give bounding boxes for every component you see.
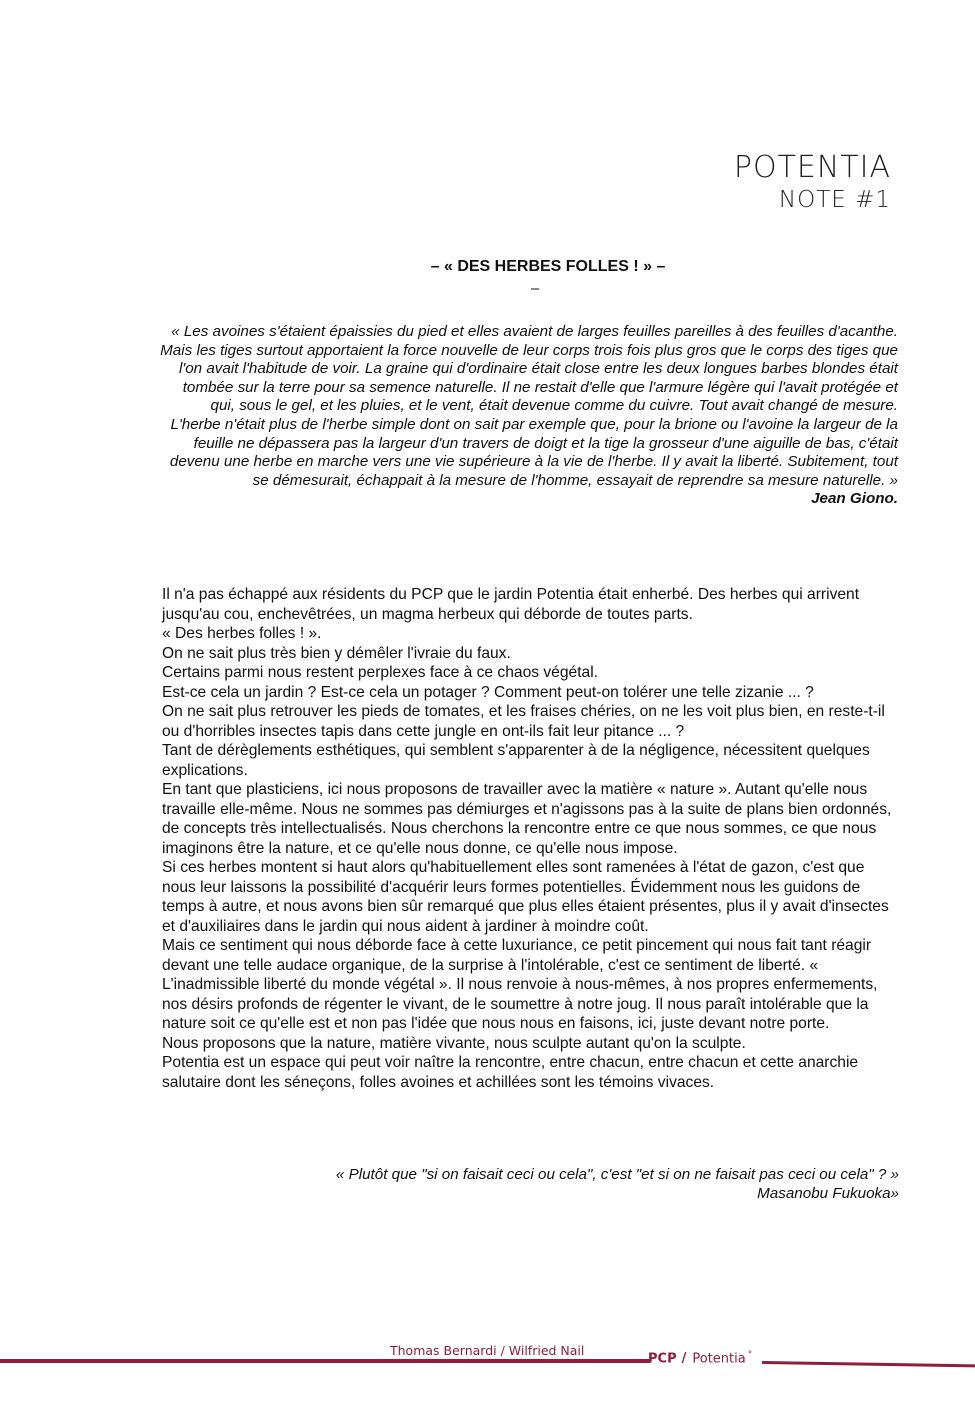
- closing-quote: [336, 1165, 899, 1203]
- header-subtitle: NOTE #1: [778, 187, 891, 213]
- body-paragraph: On ne sait plus retrouver les pieds de tomates, et les fraises chéries, on ne les voit plus bien, en reste-t-il ou d'horribles insectes tapis dans cette jungle en ont-ils fait leur pitance ... ?: [162, 703, 885, 740]
- header-title: POTENTIA: [733, 150, 891, 185]
- closing-author: Masanobu Fukuoka»: [757, 1185, 899, 1202]
- body-paragraph: Certains parmi nous restent perplexes face à ce chaos végétal.: [162, 664, 598, 681]
- body-paragraph: Est-ce cela un jardin ? Est-ce cela un potager ? Comment peut-on tolérer une telle zizanie ... ?: [162, 683, 814, 701]
- body-paragraph: En tant que plasticiens, ici nous proposons de travailler avec la matière « nature ». Autant qu'elle nous travaille elle-même. Nous ne sommes pas démiurges et n'agissons pas à la suite de plans bien ordonnés, de concepts très intellectualisés. Nous cherchons la rencontre entre ce que nous sommes, ce que nous imaginons être la nature, et ce qu'elle nous donne, ce qu'elle nous impose.: [162, 781, 892, 857]
- footer-degree: °: [747, 1350, 753, 1360]
- body-text: [162, 585, 902, 1092]
- page-header: [734, 150, 891, 214]
- footer-slash: /: [681, 1351, 687, 1367]
- body-paragraph: Nous proposons que la nature, matière vivante, nous sculpte autant qu'on la sculpte.: [162, 1034, 746, 1052]
- pcp-logo: PCP: [648, 1351, 677, 1367]
- section-dash: –: [530, 280, 540, 297]
- footer-rule-right: [762, 1361, 975, 1367]
- epigraph-paragraph: Mais les tiges surtout apportaient la force nouvelle de leur corps trois fois plus gros que le corps des tiges que l'on avait l'habitude de voir. La graine qui d'ordinaire était close entre les deux longues barbes blondes était tombée sur la terre pour sa semence naturelle. Il ne restait d'elle que l'armure légère qui l'avait protégée et qui, sous le gel, et les pluies, et le vent, était devenue comme du cuivre. Tout avait changé de mesure. L'herbe n'était plus de l'herbe simple dont on sait par exemple que, pour la brione ou l'avoine la largeur de la feuille ne dépassera pas la largeur d'un travers de doigt et la tige la grosseur d'une aiguille de bas, c'était devenu une herbe en marche vers une vie supérieure à la vie de l'herbe. Il y avait la liberté. Subitement, tout se démesurait, échappait à la mesure de l'homme, essayait de reprendre sa mesure naturelle. »: [160, 341, 898, 489]
- body-paragraph: Potentia est un espace qui peut voir naître la rencontre, entre chacun, entre chacun et cette anarchie salutaire dont les séneçons, folles avoines et achillées sont les témoins vivaces.: [162, 1054, 859, 1091]
- epigraph-quote: [160, 323, 898, 509]
- body-paragraph: On ne sait plus très bien y démêler l'ivraie du faux.: [162, 644, 511, 662]
- body-paragraph: Si ces herbes montent si haut alors qu'habituellement elles sont ramenées à l'état de gazon, c'est que nous leur laissons la possibilité d'acquérir leurs formes potentielles. Évidemment nous les guidons de temps à autre, et nous avons bien sûr remarqué que plus elles étaient présentes, plus il y avait d'insectes et d'auxiliaires dans le jardin qui nous aident à jardiner à moindre coût.: [162, 859, 889, 935]
- footer-authors: Thomas Bernardi / Wilfried Nail: [390, 1343, 585, 1358]
- epigraph-paragraph: « Les avoines s'étaient épaissies du pied et elles avaient de larges feuilles pareilles à des feuilles d'acanthe.: [171, 323, 898, 340]
- section-title: – « DES HERBES FOLLES ! » –: [430, 258, 666, 275]
- footer-rule-left: [0, 1359, 650, 1363]
- footer-brand: [648, 1350, 752, 1366]
- body-paragraph: « Des herbes folles ! ».: [162, 625, 322, 642]
- epigraph-author: Jean Giono.: [811, 490, 898, 508]
- footer-project: Potentia: [692, 1351, 746, 1367]
- body-paragraph: Mais ce sentiment qui nous déborde face à cette luxuriance, ce petit pincement qui nous fait tant réagir devant une telle audace organique, de la surprise à l'intolérable, c'est ce sentiment de liberté. « L'inadmissible liberté du monde végétal ». Il nous renvoie à nous-mêmes, à nos propres enfermements, nos désirs profonds de régenter le vivant, de le soumettre à notre joug. Il nous paraît intolérable que la nature soit ce qu'elle est et non pas l'idée que nous nous en faisons, ici, juste devant notre porte.: [162, 937, 878, 1032]
- body-paragraph: Il n'a pas échappé aux résidents du PCP que le jardin Potentia était enherbé. Des herbes qui arrivent jusqu'au cou, enchevêtrées, un magma herbeux qui déborde de toutes parts.: [162, 586, 860, 623]
- closing-quote-text: « Plutôt que "si on faisait ceci ou cela", c'est "et si on ne faisait pas ceci ou cela" ? »: [335, 1166, 899, 1183]
- body-paragraph: Tant de dérèglements esthétiques, qui semblent s'apparenter à de la négligence, nécessitent quelques explications.: [162, 742, 870, 779]
